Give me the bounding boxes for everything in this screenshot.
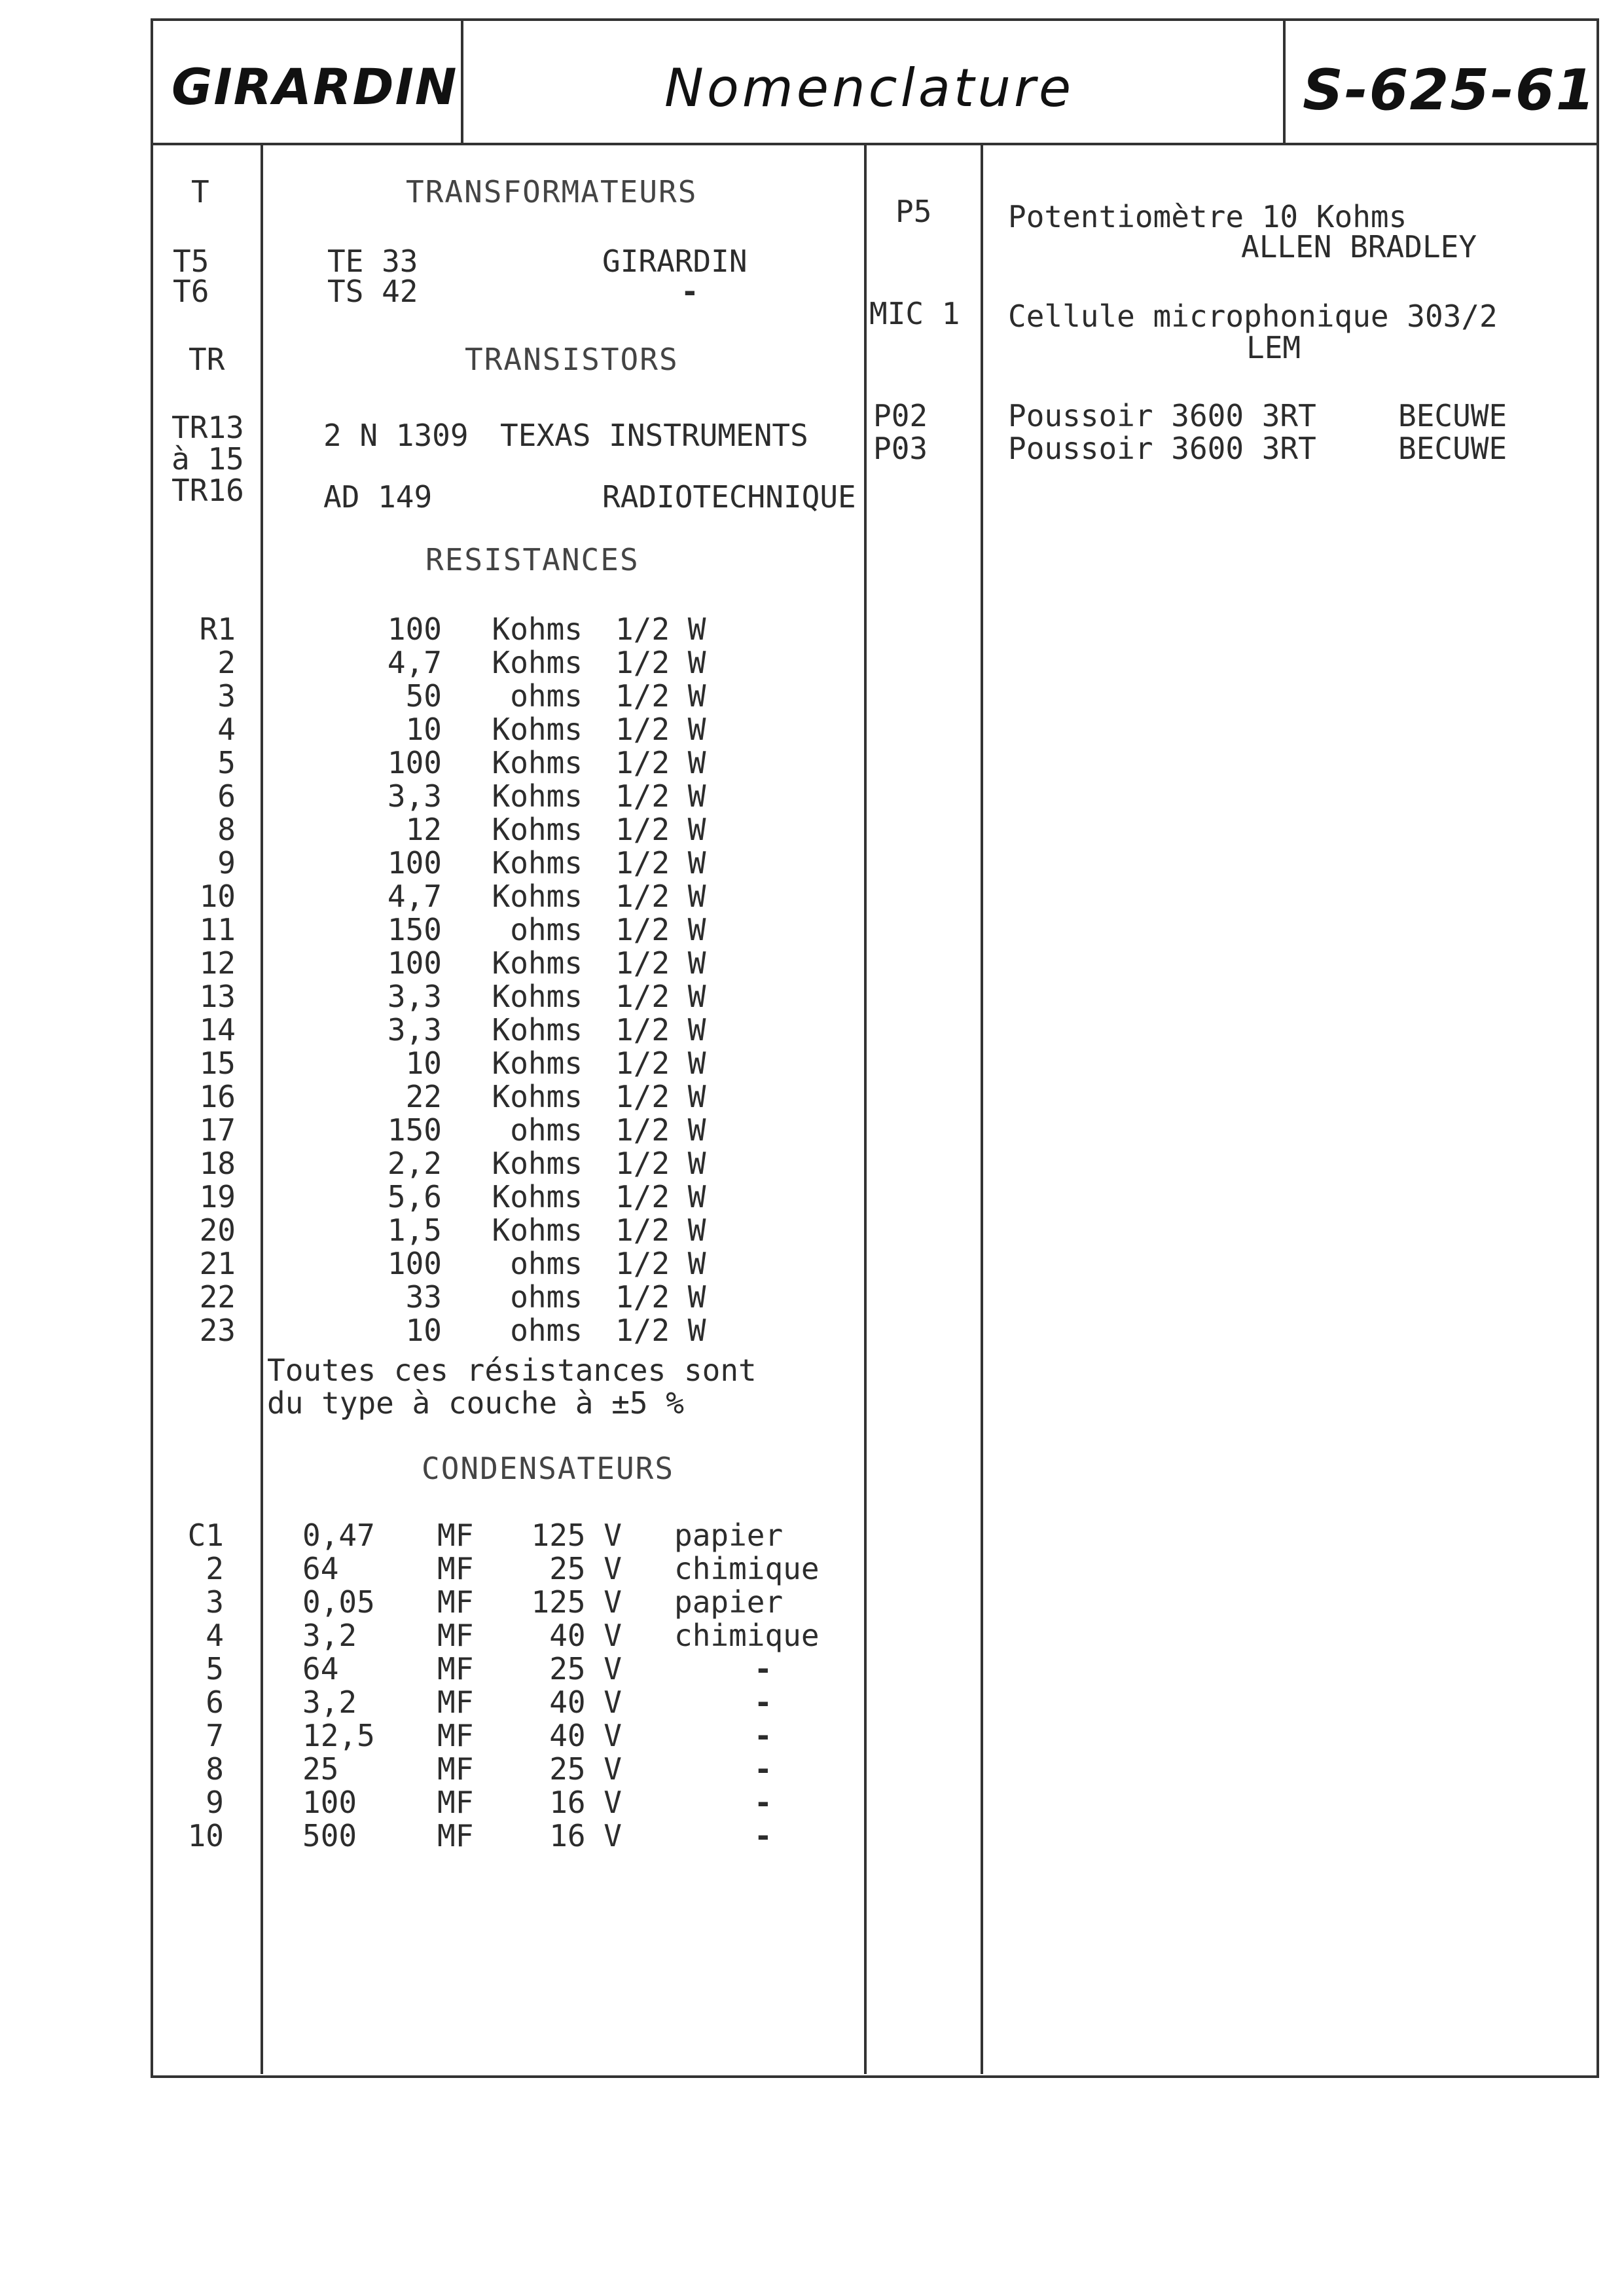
condensateur-type: - — [754, 1785, 772, 1820]
resistance-unit: ohms — [510, 912, 583, 947]
condensateur-row — [0, 1819, 851, 1853]
microphone-maker: LEM — [1246, 330, 1301, 365]
condensateur-voltage: 25 V — [549, 1551, 622, 1586]
resistance-power: 1/2 W — [615, 1146, 706, 1181]
resistance-value: 10 — [405, 1046, 442, 1081]
resistance-ref: 23 — [199, 1313, 236, 1348]
condensateur-unit: MF — [437, 1818, 474, 1853]
resistance-row — [0, 913, 851, 947]
resistance-unit: Kohms — [492, 945, 583, 981]
resistance-value: 100 — [387, 845, 442, 881]
resistance-row — [0, 1114, 851, 1147]
resistance-ref: 16 — [199, 1079, 236, 1114]
resistance-unit: Kohms — [492, 845, 583, 881]
transistor-ref: TR16 — [171, 473, 244, 508]
condensateur-ref: 6 — [206, 1685, 224, 1720]
resistance-value: 1,5 — [387, 1212, 442, 1248]
resistance-power: 1/2 W — [615, 712, 706, 747]
document-reference: S-625-61 — [1303, 58, 1597, 123]
condensateur-ref: 7 — [206, 1718, 224, 1753]
condensateur-voltage: 40 V — [549, 1718, 622, 1753]
resistance-value: 150 — [387, 912, 442, 947]
transistors-code: TR — [189, 342, 225, 377]
condensateur-value: 100 — [302, 1785, 357, 1820]
resistance-row — [0, 613, 851, 646]
condensateur-type: chimique — [674, 1551, 820, 1586]
transistor-type: AD 149 — [323, 479, 433, 515]
condensateur-voltage: 125 V — [531, 1584, 622, 1620]
condensateur-voltage: 25 V — [549, 1751, 622, 1787]
transformer-maker: - — [681, 274, 699, 309]
condensateur-type: - — [754, 1718, 772, 1753]
resistance-row — [0, 1281, 851, 1314]
resistance-value: 2,2 — [387, 1146, 442, 1181]
resistance-unit: Kohms — [492, 1146, 583, 1181]
potentiometer-desc: Potentiomètre 10 Kohms — [1008, 199, 1407, 234]
condensateur-voltage: 16 V — [549, 1785, 622, 1820]
condensateur-value: 3,2 — [302, 1685, 357, 1720]
resistance-unit: Kohms — [492, 1012, 583, 1048]
condensateur-ref: 9 — [206, 1785, 224, 1820]
resistance-power: 1/2 W — [615, 845, 706, 881]
resistance-row — [0, 1013, 851, 1047]
resistance-unit: Kohms — [492, 645, 583, 680]
resistance-value: 100 — [387, 945, 442, 981]
resistance-power: 1/2 W — [615, 1046, 706, 1081]
resistance-ref: 15 — [199, 1046, 236, 1081]
microphone-ref: MIC 1 — [869, 296, 960, 331]
resistance-row — [0, 680, 851, 713]
transistor-maker: TEXAS INSTRUMENTS — [500, 418, 808, 453]
condensateur-unit: MF — [437, 1751, 474, 1787]
transistor-type: 2 N 1309 — [323, 418, 469, 453]
resistance-power: 1/2 W — [615, 678, 706, 714]
condensateur-value: 0,47 — [302, 1518, 375, 1553]
resistance-unit: Kohms — [492, 712, 583, 747]
resistance-value: 3,3 — [387, 778, 442, 814]
condensateur-voltage: 125 V — [531, 1518, 622, 1553]
resistance-row — [0, 947, 851, 980]
resistance-ref: 13 — [199, 979, 236, 1014]
resistance-unit: Kohms — [492, 879, 583, 914]
resistance-value: 50 — [405, 678, 442, 714]
resistance-unit: Kohms — [492, 812, 583, 847]
condensateur-voltage: 16 V — [549, 1818, 622, 1853]
resistance-value: 22 — [405, 1079, 442, 1114]
resistance-power: 1/2 W — [615, 1079, 706, 1114]
resistance-value: 5,6 — [387, 1179, 442, 1214]
resistance-unit: Kohms — [492, 611, 583, 647]
resistance-value: 100 — [387, 745, 442, 780]
potentiometer-ref: P5 — [895, 194, 932, 229]
resistance-value: 33 — [405, 1279, 442, 1315]
resistance-power: 1/2 W — [615, 912, 706, 947]
resistance-row — [0, 780, 851, 813]
condensateur-unit: MF — [437, 1685, 474, 1720]
resistance-unit: ohms — [510, 1246, 583, 1281]
resistance-ref: 9 — [217, 845, 236, 881]
resistance-ref: 22 — [199, 1279, 236, 1315]
resistance-power: 1/2 W — [615, 611, 706, 647]
resistance-ref: 19 — [199, 1179, 236, 1214]
condensateur-type: - — [754, 1751, 772, 1787]
condensateur-unit: MF — [437, 1785, 474, 1820]
condensateur-row — [0, 1586, 851, 1619]
resistance-ref: 4 — [217, 712, 236, 747]
condensateur-unit: MF — [437, 1718, 474, 1753]
microphone-desc: Cellule microphonique 303/2 — [1008, 299, 1498, 334]
resistance-unit: Kohms — [492, 745, 583, 780]
transformer-maker: GIRARDIN — [602, 244, 748, 279]
resistance-power: 1/2 W — [615, 778, 706, 814]
condensateur-unit: MF — [437, 1584, 474, 1620]
switch-ref: P02 — [873, 398, 928, 433]
condensateur-ref: 5 — [206, 1651, 224, 1686]
resistance-power: 1/2 W — [615, 945, 706, 981]
condensateur-ref: 8 — [206, 1751, 224, 1787]
condensateur-value: 64 — [302, 1551, 339, 1586]
resistance-power: 1/2 W — [615, 745, 706, 780]
condensateur-row — [0, 1619, 851, 1652]
condensateur-value: 3,2 — [302, 1618, 357, 1653]
resistance-ref: 20 — [199, 1212, 236, 1248]
condensateur-unit: MF — [437, 1618, 474, 1653]
switch-desc: Poussoir 3600 3RT — [1008, 431, 1316, 466]
resistance-row — [0, 1147, 851, 1180]
resistance-unit: Kohms — [492, 979, 583, 1014]
resistance-value: 4,7 — [387, 645, 442, 680]
resistance-value: 100 — [387, 1246, 442, 1281]
transformer-type: TE 33 — [327, 244, 418, 279]
resistances-note-line1: Toutes ces résistances sont — [267, 1353, 757, 1388]
condensateur-type: - — [754, 1651, 772, 1686]
condensateur-row — [0, 1753, 851, 1786]
resistance-power: 1/2 W — [615, 1012, 706, 1048]
condensateur-row — [0, 1519, 851, 1552]
resistance-ref: 10 — [199, 879, 236, 914]
condensateur-voltage: 25 V — [549, 1651, 622, 1686]
resistance-ref: 8 — [217, 812, 236, 847]
resistance-unit: Kohms — [492, 778, 583, 814]
header-divider-left — [461, 18, 463, 143]
resistances-heading: RESISTANCES — [425, 542, 640, 577]
resistance-row — [0, 1214, 851, 1247]
transistor-ref: TR13 — [171, 410, 244, 445]
resistances-note-line2: du type à couche à ±5 % — [267, 1385, 684, 1421]
resistance-ref: R1 — [199, 611, 236, 647]
condensateur-unit: MF — [437, 1651, 474, 1686]
resistance-row — [0, 980, 851, 1013]
condensateur-row — [0, 1686, 851, 1719]
resistance-power: 1/2 W — [615, 879, 706, 914]
condensateur-type: chimique — [674, 1618, 820, 1653]
resistance-unit: Kohms — [492, 1179, 583, 1214]
transistors-heading: TRANSISTORS — [465, 342, 679, 377]
resistance-power: 1/2 W — [615, 1313, 706, 1348]
resistance-unit: ohms — [510, 1313, 583, 1348]
transformers-code: T — [191, 174, 209, 210]
condensateur-value: 64 — [302, 1651, 339, 1686]
resistance-power: 1/2 W — [615, 1246, 706, 1281]
column-rule-3 — [981, 143, 983, 2074]
potentiometer-maker: ALLEN BRADLEY — [1241, 229, 1477, 264]
condensateur-type: papier — [674, 1518, 784, 1553]
transformer-type: TS 42 — [327, 274, 418, 309]
transformer-ref: T5 — [173, 244, 209, 279]
condensateur-unit: MF — [437, 1518, 474, 1553]
condensateur-ref: 10 — [187, 1818, 224, 1853]
resistance-power: 1/2 W — [615, 1112, 706, 1148]
condensateur-type: - — [754, 1818, 772, 1853]
resistance-row — [0, 1247, 851, 1281]
condensateur-type: papier — [674, 1584, 784, 1620]
resistance-row — [0, 713, 851, 746]
resistance-ref: 21 — [199, 1246, 236, 1281]
resistance-power: 1/2 W — [615, 1179, 706, 1214]
condensateur-row — [0, 1552, 851, 1586]
condensateur-ref: C1 — [187, 1518, 224, 1553]
condensateur-value: 500 — [302, 1818, 357, 1853]
resistance-ref: 6 — [217, 778, 236, 814]
resistance-row — [0, 646, 851, 680]
condensateur-value: 12,5 — [302, 1718, 375, 1753]
resistance-row — [0, 1180, 851, 1214]
header-rule — [151, 143, 1597, 145]
condensateur-ref: 3 — [206, 1584, 224, 1620]
condensateurs-heading: CONDENSATEURS — [422, 1451, 675, 1486]
condensateur-voltage: 40 V — [549, 1685, 622, 1720]
condensateur-ref: 2 — [206, 1551, 224, 1586]
resistance-power: 1/2 W — [615, 812, 706, 847]
resistance-value: 100 — [387, 611, 442, 647]
resistance-ref: 3 — [217, 678, 236, 714]
column-rule-2 — [864, 143, 867, 2074]
transistor-maker: RADIOTECHNIQUE — [602, 479, 856, 515]
resistance-unit: Kohms — [492, 1046, 583, 1081]
switch-maker: BECUWE — [1398, 431, 1507, 466]
resistance-unit: ohms — [510, 1112, 583, 1148]
resistance-row — [0, 746, 851, 780]
resistance-value: 10 — [405, 1313, 442, 1348]
condensateur-row — [0, 1652, 851, 1686]
transformers-heading: TRANSFORMATEURS — [406, 174, 698, 210]
resistance-value: 4,7 — [387, 879, 442, 914]
resistance-ref: 11 — [199, 912, 236, 947]
resistance-row — [0, 847, 851, 880]
brand-name: GIRARDIN — [171, 58, 458, 116]
transformer-ref: T6 — [173, 274, 209, 309]
condensateur-value: 25 — [302, 1751, 339, 1787]
resistance-power: 1/2 W — [615, 645, 706, 680]
resistance-value: 10 — [405, 712, 442, 747]
resistance-ref: 17 — [199, 1112, 236, 1148]
resistance-value: 150 — [387, 1112, 442, 1148]
page-title: Nomenclature — [664, 58, 1075, 118]
resistance-unit: Kohms — [492, 1079, 583, 1114]
condensateur-ref: 4 — [206, 1618, 224, 1653]
header-divider-right — [1283, 18, 1286, 143]
resistance-row — [0, 1314, 851, 1347]
resistance-ref: 18 — [199, 1146, 236, 1181]
resistance-value: 12 — [405, 812, 442, 847]
resistance-value: 3,3 — [387, 979, 442, 1014]
switch-desc: Poussoir 3600 3RT — [1008, 398, 1316, 433]
resistance-row — [0, 1047, 851, 1080]
resistance-ref: 2 — [217, 645, 236, 680]
resistance-unit: ohms — [510, 678, 583, 714]
resistance-value: 3,3 — [387, 1012, 442, 1048]
condensateur-voltage: 40 V — [549, 1618, 622, 1653]
condensateur-type: - — [754, 1685, 772, 1720]
switch-maker: BECUWE — [1398, 398, 1507, 433]
transistor-ref-range: à 15 — [171, 441, 244, 477]
switch-ref: P03 — [873, 431, 928, 466]
condensateur-value: 0,05 — [302, 1584, 375, 1620]
resistance-ref: 12 — [199, 945, 236, 981]
resistance-row — [0, 880, 851, 913]
resistance-power: 1/2 W — [615, 1279, 706, 1315]
resistance-unit: ohms — [510, 1279, 583, 1315]
resistance-power: 1/2 W — [615, 979, 706, 1014]
condensateur-unit: MF — [437, 1551, 474, 1586]
resistance-ref: 14 — [199, 1012, 236, 1048]
condensateur-row — [0, 1786, 851, 1819]
resistance-unit: Kohms — [492, 1212, 583, 1248]
condensateur-row — [0, 1719, 851, 1753]
resistance-row — [0, 813, 851, 847]
resistance-ref: 5 — [217, 745, 236, 780]
resistance-power: 1/2 W — [615, 1212, 706, 1248]
resistance-row — [0, 1080, 851, 1114]
